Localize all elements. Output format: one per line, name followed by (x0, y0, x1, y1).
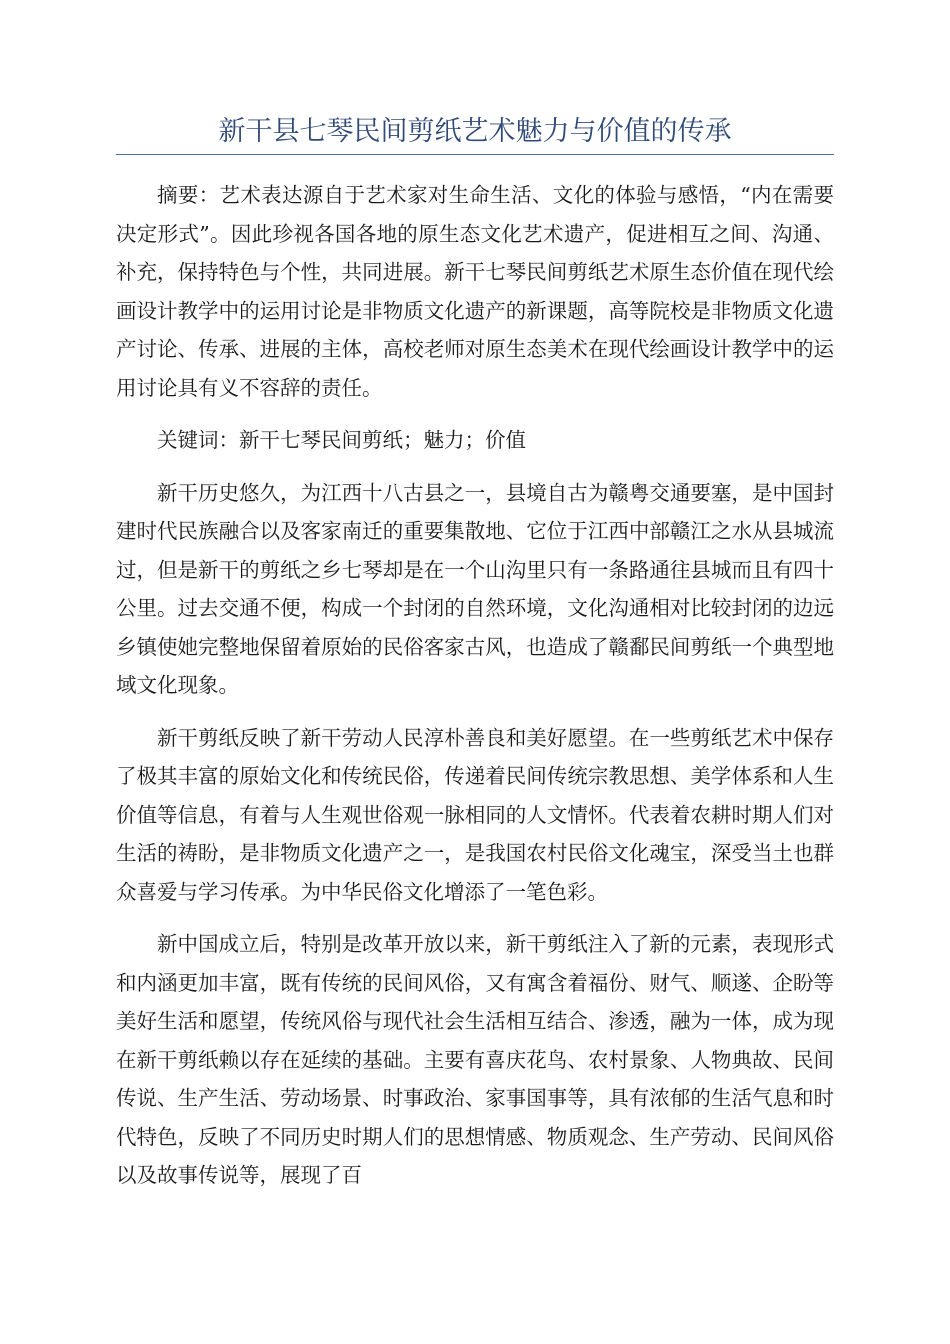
title-underline (116, 154, 834, 155)
document-title: 新干县七琴民间剪纸艺术魅力与价值的传承 (218, 116, 732, 147)
body-paragraph-modern: 新中国成立后，特别是改革开放以来，新干剪纸注入了新的元素，表现形式和内涵更加丰富，既有传统的民间风俗，又有寓含着福份、财气、顺遂、企盼等美好生活和愿望，传统风俗与现代社会生活相互结合、渗透，融为一体，成为现在新干剪纸赖以存在延续的基础。主要有喜庆花鸟、农村景象、人物典故、民间传说、生产生活、劳动场景、时事政治、家事国事等，具有浓郁的生活气息和时代特色，反映了不同历史时期人们的思想情感、物质观念、生产劳动、民间风俗以及故事传说等，展现了百 (116, 932, 834, 1187)
body-paragraph-meaning: 新干剪纸反映了新干劳动人民淳朴善良和美好愿望。在一些剪纸艺术中保存了极其丰富的原始文化和传统民俗，传递着民间传统宗教思想、美学体系和人生价值等信息，有着与人生观世俗观一脉相同的人文情怀。代表着农耕时期人们对生活的祷盼，是非物质文化遗产之一，是我国农村民俗文化魂宝，深受当土也群众喜爱与学习传承。为中华民俗文化增添了一笔色彩。 (116, 725, 834, 904)
document-body (116, 176, 834, 1209)
body-paragraph-history: 新干历史悠久，为江西十八古县之一，县境自古为赣粤交通要塞，是中国封建时代民族融合以及客家南迁的重要集散地、它位于江西中部赣江之水从县城流过，但是新干的剪纸之乡七琴却是在一个山沟里只有一条路通往县城而且有四十公里。过去交通不便，构成一个封闭的自然环境，文化沟通相对比较封闭的边远乡镇使她完整地保留着原始的民俗客家古风，也造成了赣鄱民间剪纸一个典型地域文化现象。 (116, 480, 834, 697)
abstract-paragraph: 摘要：艺术表达源自于艺术家对生命生活、文化的体验与感悟，“内在需要决定形式”。因此珍视各国各地的原生态文化艺术遗产，促进相互之间、沟通、补充，保持特色与个性，共同进展。新干七琴民间剪纸艺术原生态价值在现代绘画设计教学中的运用讨论是非物质文化遗产的新课题，高等院校是非物质文化遗产讨论、传承、进展的主体，高校老师对原生态美术在现代绘画设计教学中的运用讨论具有义不容辞的责任。 (116, 183, 834, 400)
keywords-paragraph: 关键词：新干七琴民间剪纸；魅力；价值 (157, 428, 526, 452)
